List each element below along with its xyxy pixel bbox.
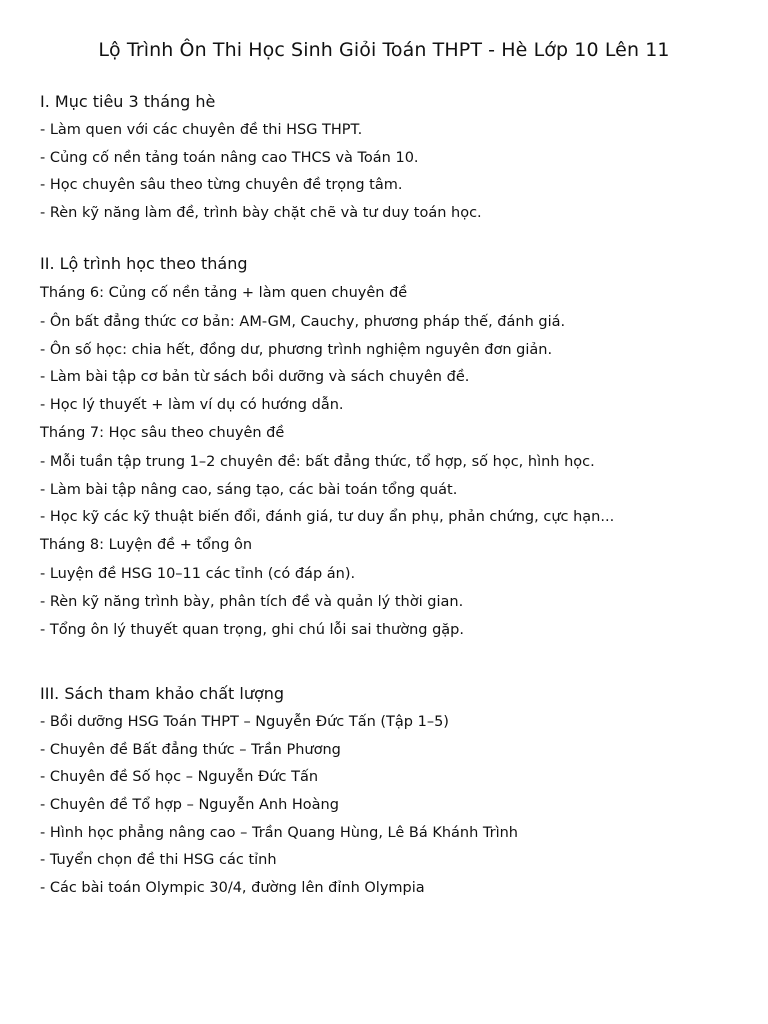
list-item: - Ôn số học: chia hết, đồng dư, phương trình nghiệm nguyên đơn giản.	[40, 341, 553, 358]
document-title: Lộ Trình Ôn Thi Học Sinh Giỏi Toán THPT - Hè Lớp 10 Lên 11	[98, 39, 670, 61]
list-item: - Chuyên đề Bất đẳng thức – Trần Phương	[40, 741, 341, 758]
month-title: Tháng 7: Học sâu theo chuyên đề	[40, 425, 285, 442]
list-item: - Học kỹ các kỹ thuật biến đổi, đánh giá, tư duy ẩn phụ, phản chứng, cực hạn...	[40, 509, 615, 526]
list-item: - Các bài toán Olympic 30/4, đường lên đỉnh Olympia	[40, 880, 425, 897]
section-heading: I. Mục tiêu 3 tháng hè	[40, 92, 216, 111]
list-item: - Học lý thuyết + làm ví dụ có hướng dẫn.	[40, 397, 344, 414]
list-item: - Mỗi tuần tập trung 1–2 chuyên đề: bất đẳng thức, tổ hợp, số học, hình học.	[40, 454, 595, 471]
section-heading: III. Sách tham khảo chất lượng	[40, 684, 285, 703]
list-item: - Tổng ôn lý thuyết quan trọng, ghi chú lỗi sai thường gặp.	[40, 621, 464, 638]
list-item: - Luyện đề HSG 10–11 các tỉnh (có đáp án).	[40, 566, 356, 583]
list-item: - Rèn kỹ năng làm đề, trình bày chặt chẽ và tư duy toán học.	[40, 205, 482, 222]
month-title: Tháng 6: Củng cố nền tảng + làm quen chuyên đề	[40, 285, 408, 301]
list-item: - Bồi dưỡng HSG Toán THPT – Nguyễn Đức Tấn (Tập 1–5)	[40, 714, 449, 730]
month-title: Tháng 8: Luyện đề + tổng ôn	[40, 537, 253, 554]
list-item: - Chuyên đề Tổ hợp – Nguyễn Anh Hoàng	[40, 797, 339, 814]
section-monthly-plan	[40, 253, 740, 648]
section-heading: II. Lộ trình học theo tháng	[40, 254, 248, 273]
list-item: - Rèn kỹ năng trình bày, phân tích đề và quản lý thời gian.	[40, 594, 464, 611]
list-item: - Củng cố nền tảng toán nâng cao THCS và Toán 10.	[40, 149, 419, 166]
list-item: - Làm bài tập nâng cao, sáng tạo, các bài toán tổng quát.	[40, 481, 458, 498]
list-item: - Chuyên đề Số học – Nguyễn Đức Tấn	[40, 769, 319, 786]
list-item: - Ôn bất đẳng thức cơ bản: AM-GM, Cauchy, phương pháp thế, đánh giá.	[40, 314, 566, 330]
list-item: - Hình học phẳng nâng cao – Trần Quang Hùng, Lê Bá Khánh Trình	[40, 824, 518, 841]
section-reference-books	[40, 683, 740, 906]
list-item: - Học chuyên sâu theo từng chuyên đề trọng tâm.	[40, 177, 403, 194]
section-goals	[40, 91, 740, 231]
list-item: - Làm bài tập cơ bản từ sách bồi dưỡng và sách chuyên đề.	[40, 369, 470, 386]
list-item: - Làm quen với các chuyên đề thi HSG THPT.	[40, 122, 363, 138]
list-item: - Tuyển chọn đề thi HSG các tỉnh	[40, 852, 277, 869]
